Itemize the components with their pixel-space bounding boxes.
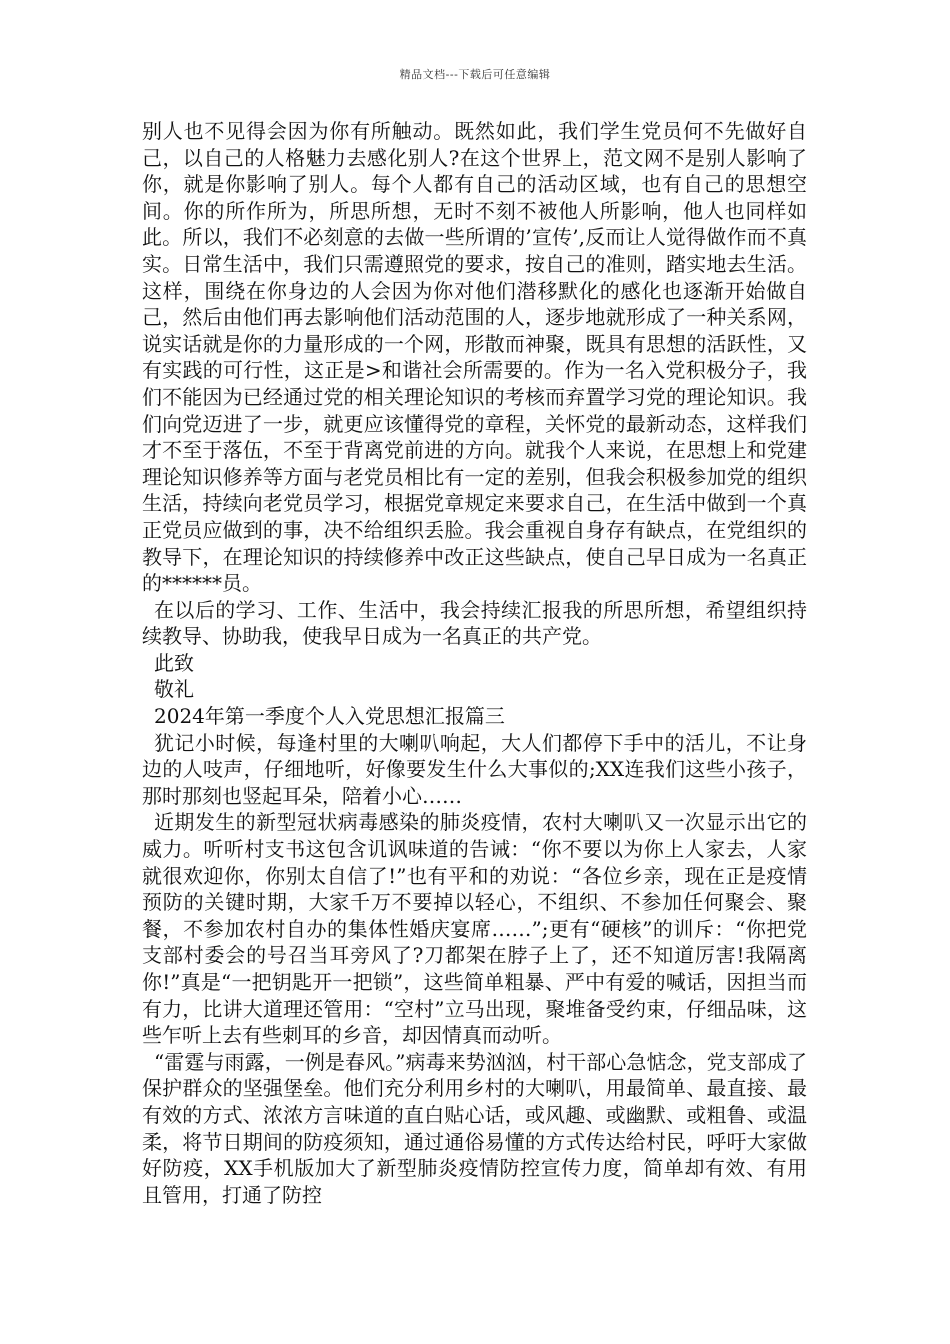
section-heading: 2024年第一季度个人入党思想汇报篇三 bbox=[154, 704, 505, 729]
body-paragraph: “雷霆与雨露，一例是春风。”病毒来势汹汹，村干部心急惦念，党支部成了保护群众的坚强堡垒。他们充分利用乡村的大喇叭，用最简单、最直接、最有效的方式、浓浓方言味道的直白贴心话，或风趣、或幽默、或粗鲁、或温柔，将节日期间的防疫须知，通过通俗易懂的方式传达给村民，呼吁大家做好防疫，XX手机版加大了新型肺炎疫情防控宣传力度，简单却有效、有用且管用，打通了防控 bbox=[142, 1049, 807, 1207]
body-paragraph: 近期发生的新型冠状病毒感染的肺炎疫情，农村大喇叭又一次显示出它的威力。听听村支书这包含讥讽味道的告诫：“你不要以为你上人家去，人家就很欢迎你，你别太自信了!”也有平和的劝说：“各位乡亲，现在正是疫情预防的关键时期，大家千万不要掉以轻心，不组织、不参加任何聚会、聚餐，不参加农村自办的集体性婚庆宴席……”;更有“硬核”的训斥：“你把党支部村委会的号召当耳旁风了?刀都架在脖子上了，还不知道厉害!我隔离你!”真是“一把钥匙开一把锁”，这些简单粗暴、严中有爱的喊话，因担当而有力，比讲大道理还管用：“空村”立马出现，聚堆备受约束，仔细品味，这些乍听上去有些刺耳的乡音，却因情真而动听。 bbox=[142, 810, 807, 1048]
body-paragraph: 犹记小时候，每逢村里的大喇叭响起，大人们都停下手中的活儿，不让身边的人吱声，仔细地听，好像要发生什么大事似的;XX连我们这些小孩子，那时那刻也竖起耳朵，陪着小心…… bbox=[142, 730, 807, 808]
document-body bbox=[142, 118, 807, 1208]
page-header: 精品文档---下载后可任意编辑 bbox=[399, 68, 551, 81]
body-paragraph: 别人也不见得会因为你有所触动。既然如此，我们学生党员何不先做好自己，以自己的人格魅力去感化别人?在这个世界上，范文网不是别人影响了你，就是你影响了别人。每个人都有自己的活动区域，也有自己的思想空间。你的所作所为，所思所想，无时不刻不被他人所影响，他人也同样如此。所以，我们不必刻意的去做一些所谓的’宣传’,反而让人觉得做作而不真实。日常生活中，我们只需遵照党的要求，按自己的准则，踏实地去生活。这样，围绕在你身边的人会因为你对他们潜移默化的感化也逐渐开始做自己，然后由他们再去影响他们活动范围的人，逐步地就形成了一种关系网，说实话就是你的力量形成的一个网，形散而神聚，既具有思想的活跃性，又有实践的可行性，这正是>和谐社会所需要的。作为一名入党积极分子，我们不能因为已经通过党的相关理论知识的考核而弃置学习党的理论知识。我们向党迈进了一步，就更应该懂得党的章程，关怀党的最新动态，这样我们才不至于落伍，不至于背离党前进的方向。就我个人来说，在思想上和党建理论知识修养等方面与老党员相比有一定的差别，但我会积极参加党的组织生活，持续向老党员学习，根据党章规定来要求自己，在生活中做到一个真正党员应做到的事，决不给组织丢脸。我会重视自身存有缺点，在党组织的教导下，在理论知识的持续修养中改正这些缺点，使自己早日成为一名真正的******员。 bbox=[142, 119, 807, 596]
salutation-line: 敬礼 bbox=[154, 677, 194, 702]
salutation-line: 此致 bbox=[154, 650, 194, 675]
body-paragraph: 在以后的学习、工作、生活中，我会持续汇报我的所思所想，希望组织持续教导、协助我，使我早日成为一名真正的共产党。 bbox=[142, 597, 807, 649]
